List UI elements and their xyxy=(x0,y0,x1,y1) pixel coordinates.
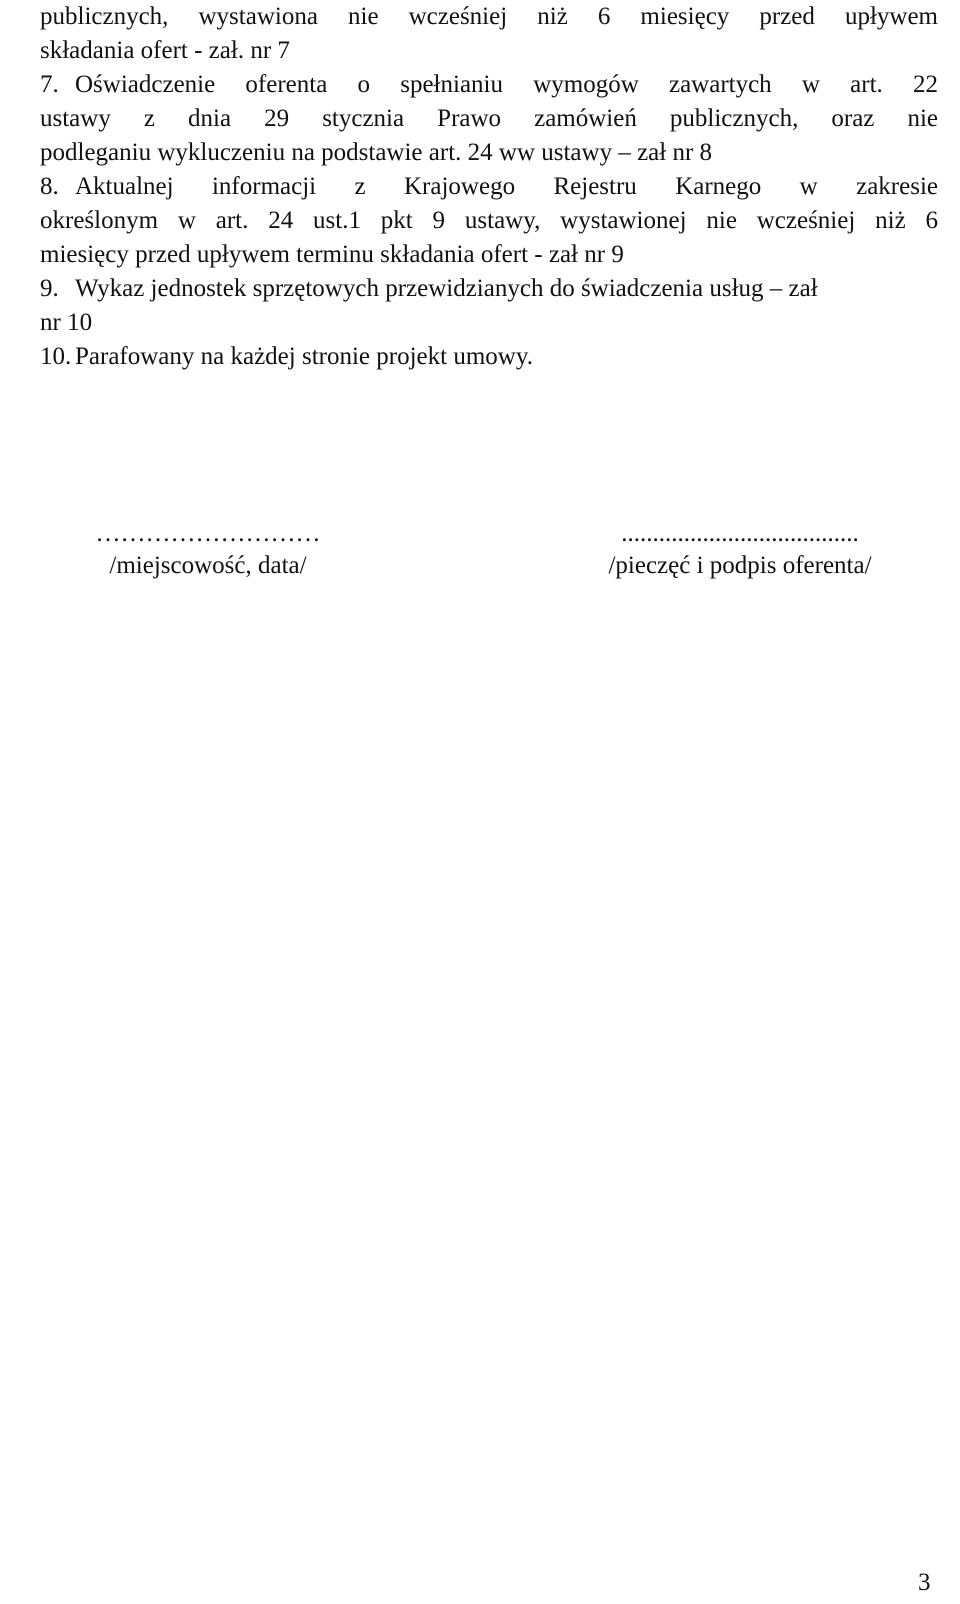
item-6-continuation-line-2: składania ofert - zał. nr 7 xyxy=(40,37,290,64)
signature-stamp-signature xyxy=(580,518,900,582)
document-body xyxy=(40,0,938,374)
list-item-9-line-2: nr 10 xyxy=(40,309,93,336)
list-item-8-line-1: Aktualnej informacji z Krajowego Rejestru Karnego w zakresie xyxy=(75,173,938,200)
list-item-9-line-1: Wykaz jednostek sprzętowych przewidzianych do świadczenia usług – zał xyxy=(75,275,818,302)
list-number: 9. xyxy=(40,275,59,302)
list-item-10 xyxy=(40,340,938,374)
list-item-8-line-3: miesięcy przed upływem terminu składania ofert - zał nr 9 xyxy=(40,241,624,268)
page-number: 3 xyxy=(918,1569,931,1596)
stamp-signature-label: /pieczęć i podpis oferenta/ xyxy=(608,552,872,579)
list-item-10-line-1: Parafowany na każdej stronie projekt umowy. xyxy=(75,343,533,370)
list-number: 10. xyxy=(40,343,72,370)
list-item-7 xyxy=(40,68,938,102)
list-item-7-line-2: ustawy z dnia 29 stycznia Prawo zamówień publicznych, oraz nie xyxy=(40,105,938,132)
list-item-8-line-2: określonym w art. 24 ust.1 pkt 9 ustawy, wystawionej nie wcześniej niż 6 xyxy=(40,207,938,234)
place-date-label: /miejscowość, data/ xyxy=(109,552,307,579)
list-item-7-line-3: podleganiu wykluczeniu na podstawie art. 24 ww ustawy – zał nr 8 xyxy=(40,139,713,166)
stamp-signature-dotted-line: ...................................... xyxy=(621,520,859,547)
list-item-8 xyxy=(40,170,938,204)
list-item-7-line-1: Oświadczenie oferenta o spełnianiu wymogów zawartych w art. 22 xyxy=(75,71,938,98)
place-date-dotted-line: ……………………… xyxy=(95,520,321,547)
list-item-9 xyxy=(40,272,938,306)
item-6-continuation-line-1: publicznych, wystawiona nie wcześniej niż 6 miesięcy przed upływem xyxy=(40,3,938,30)
signature-place-date xyxy=(44,518,372,582)
list-number: 8. xyxy=(40,173,59,200)
list-number: 7. xyxy=(40,71,59,98)
